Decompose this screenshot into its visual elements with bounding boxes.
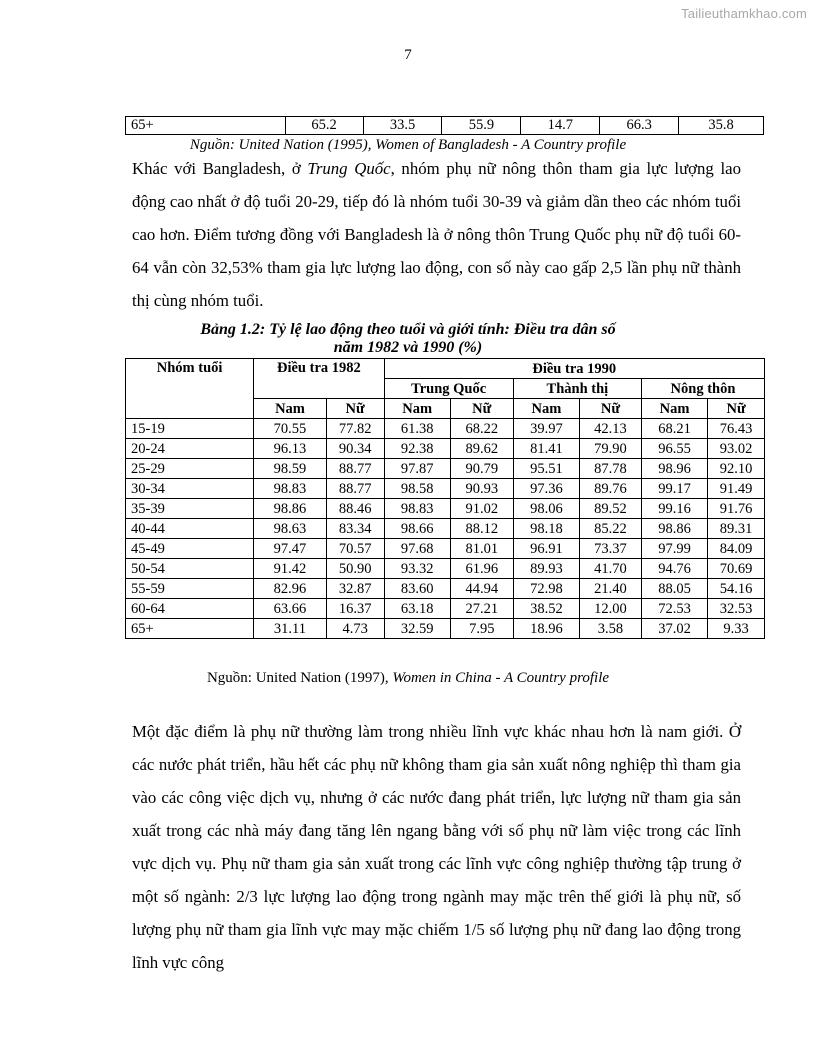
source-note-bangladesh: Nguồn: United Nation (1995), Women of Bangladesh - A Country profile bbox=[189, 137, 627, 153]
rate-cell: 98.96 bbox=[641, 459, 707, 479]
column-header-rural: Nông thôn bbox=[641, 379, 764, 399]
column-header-female: Nữ bbox=[579, 399, 641, 419]
rate-cell: 97.36 bbox=[513, 479, 579, 499]
column-header-female: Nữ bbox=[708, 399, 765, 419]
table-cell: 66.3 bbox=[600, 117, 679, 135]
column-header-female: Nữ bbox=[326, 399, 384, 419]
labor-rate-table bbox=[125, 358, 765, 639]
rate-cell: 88.77 bbox=[326, 479, 384, 499]
rate-cell: 96.55 bbox=[641, 439, 707, 459]
rate-cell: 77.82 bbox=[326, 419, 384, 439]
rate-cell: 32.87 bbox=[326, 579, 384, 599]
age-group-cell: 60-64 bbox=[126, 599, 254, 619]
rate-cell: 32.53 bbox=[708, 599, 765, 619]
rate-cell: 54.16 bbox=[708, 579, 765, 599]
rate-cell: 98.83 bbox=[254, 479, 327, 499]
rate-cell: 90.93 bbox=[450, 479, 513, 499]
table-row bbox=[126, 559, 765, 579]
rate-cell: 38.52 bbox=[513, 599, 579, 619]
table-cell: 55.9 bbox=[442, 117, 521, 135]
rate-cell: 50.90 bbox=[326, 559, 384, 579]
table-row bbox=[126, 117, 764, 135]
rate-cell: 70.55 bbox=[254, 419, 327, 439]
rate-cell: 41.70 bbox=[579, 559, 641, 579]
rate-cell: 98.59 bbox=[254, 459, 327, 479]
rate-cell: 97.99 bbox=[641, 539, 707, 559]
age-group-cell: 40-44 bbox=[126, 519, 254, 539]
rate-cell: 63.66 bbox=[254, 599, 327, 619]
age-group-cell: 65+ bbox=[126, 619, 254, 639]
rate-cell: 89.76 bbox=[579, 479, 641, 499]
table-title bbox=[0, 321, 816, 357]
table-row bbox=[126, 519, 765, 539]
rate-cell: 68.21 bbox=[641, 419, 707, 439]
rate-cell: 97.87 bbox=[384, 459, 450, 479]
rate-cell: 96.91 bbox=[513, 539, 579, 559]
rate-cell: 70.57 bbox=[326, 539, 384, 559]
table-row bbox=[126, 419, 765, 439]
column-header-male: Nam bbox=[254, 399, 327, 419]
age-group-cell: 50-54 bbox=[126, 559, 254, 579]
rate-cell: 31.11 bbox=[254, 619, 327, 639]
rate-cell: 32.59 bbox=[384, 619, 450, 639]
table-row bbox=[126, 479, 765, 499]
rate-cell: 98.58 bbox=[384, 479, 450, 499]
rate-cell: 89.93 bbox=[513, 559, 579, 579]
paragraph-emphasis: Trung Quốc bbox=[307, 159, 391, 178]
rate-cell: 98.86 bbox=[254, 499, 327, 519]
age-group-cell: 20-24 bbox=[126, 439, 254, 459]
column-header-male: Nam bbox=[513, 399, 579, 419]
age-group-cell: 30-34 bbox=[126, 479, 254, 499]
rate-cell: 89.31 bbox=[708, 519, 765, 539]
rate-cell: 72.98 bbox=[513, 579, 579, 599]
rate-cell: 16.37 bbox=[326, 599, 384, 619]
rate-cell: 21.40 bbox=[579, 579, 641, 599]
rate-cell: 97.68 bbox=[384, 539, 450, 559]
rate-cell: 61.96 bbox=[450, 559, 513, 579]
rate-cell: 93.02 bbox=[708, 439, 765, 459]
rate-cell: 12.00 bbox=[579, 599, 641, 619]
rate-cell: 4.73 bbox=[326, 619, 384, 639]
rate-cell: 42.13 bbox=[579, 419, 641, 439]
source-text: Nguồn: United Nation (1997), bbox=[206, 670, 393, 686]
rate-cell: 68.22 bbox=[450, 419, 513, 439]
rate-cell: 44.94 bbox=[450, 579, 513, 599]
table-cell: 65+ bbox=[126, 117, 286, 135]
table-row bbox=[126, 619, 765, 639]
paragraph-china-intro bbox=[132, 152, 741, 317]
watermark: Tailieuthamkhao.com bbox=[681, 6, 807, 21]
paragraph-text: , nhóm phụ nữ nông thôn tham gia lực lượng lao động cao nhất ở độ tuổi 20-29, tiếp đó là nhóm tuổi 30-39 và giảm dần theo các nhóm tuổi cao hơn. Điểm tương đồng với Bangladesh là ở nông thôn Trung Quốc phụ nữ độ tuổi 60-64 vẫn còn 32,53% tham gia lực lượng lao động, con số này cao gấp 2,5 lần phụ nữ thành thị cùng nhóm tuổi. bbox=[132, 159, 741, 310]
paragraph-text: Khác với Bangladesh, ở bbox=[132, 159, 308, 178]
rate-cell: 98.86 bbox=[641, 519, 707, 539]
age-group-cell: 45-49 bbox=[126, 539, 254, 559]
rate-cell: 85.22 bbox=[579, 519, 641, 539]
table-row bbox=[126, 539, 765, 559]
table-header-row bbox=[126, 359, 765, 379]
rate-cell: 81.01 bbox=[450, 539, 513, 559]
age-group-cell: 55-59 bbox=[126, 579, 254, 599]
rate-cell: 93.32 bbox=[384, 559, 450, 579]
rate-cell: 91.02 bbox=[450, 499, 513, 519]
bangladesh-table-tail bbox=[125, 116, 764, 135]
rate-cell: 90.79 bbox=[450, 459, 513, 479]
rate-cell: 91.42 bbox=[254, 559, 327, 579]
rate-cell: 9.33 bbox=[708, 619, 765, 639]
source-note-china bbox=[0, 669, 816, 687]
rate-cell: 7.95 bbox=[450, 619, 513, 639]
rate-cell: 81.41 bbox=[513, 439, 579, 459]
rate-cell: 98.63 bbox=[254, 519, 327, 539]
rate-cell: 99.17 bbox=[641, 479, 707, 499]
rate-cell: 73.37 bbox=[579, 539, 641, 559]
table-row bbox=[126, 579, 765, 599]
rate-cell: 76.43 bbox=[708, 419, 765, 439]
rate-cell: 97.47 bbox=[254, 539, 327, 559]
column-header-china: Trung Quốc bbox=[384, 379, 513, 399]
column-header-female: Nữ bbox=[450, 399, 513, 419]
age-group-cell: 15-19 bbox=[126, 419, 254, 439]
rate-cell: 96.13 bbox=[254, 439, 327, 459]
rate-cell: 82.96 bbox=[254, 579, 327, 599]
rate-cell: 91.49 bbox=[708, 479, 765, 499]
table-cell: 33.5 bbox=[363, 117, 442, 135]
rate-cell: 3.58 bbox=[579, 619, 641, 639]
page-number: 7 bbox=[404, 47, 412, 63]
table-cell: 65.2 bbox=[285, 117, 363, 135]
rate-cell: 90.34 bbox=[326, 439, 384, 459]
rate-cell: 88.05 bbox=[641, 579, 707, 599]
rate-cell: 98.66 bbox=[384, 519, 450, 539]
table-row bbox=[126, 599, 765, 619]
rate-cell: 79.90 bbox=[579, 439, 641, 459]
rate-cell: 95.51 bbox=[513, 459, 579, 479]
rate-cell: 83.34 bbox=[326, 519, 384, 539]
paragraph-women-sectors: Một đặc điểm là phụ nữ thường làm trong nhiều lĩnh vực khác nhau hơn là nam giới. Ở các nước phát triển, hầu hết các phụ nữ không tham gia sản xuất nông nghiệp thì tham gia vào các công việc dịch vụ, nhưng ở các nước đang phát triển, lực lượng nữ tham gia sản xuất trong các nhà máy đang tăng lên ngang bằng với số phụ nữ làm việc trong các lĩnh vực dịch vụ. Phụ nữ tham gia sản xuất trong các lĩnh vực công nghiệp thường tập trung ở một số ngành: 2/3 lực lượng lao động trong ngành may mặc trên thế giới là phụ nữ, số lượng phụ nữ tham gia lĩnh vực may mặc chiếm 1/5 số lượng phụ nữ đang lao động trong lĩnh vực công bbox=[132, 722, 741, 972]
rate-cell: 18.96 bbox=[513, 619, 579, 639]
table-row bbox=[126, 439, 765, 459]
rate-cell: 89.52 bbox=[579, 499, 641, 519]
rate-cell: 99.16 bbox=[641, 499, 707, 519]
rate-cell: 88.46 bbox=[326, 499, 384, 519]
age-group-cell: 35-39 bbox=[126, 499, 254, 519]
table-row bbox=[126, 459, 765, 479]
source-title: Women in China - A Country profile bbox=[392, 670, 610, 686]
rate-cell: 39.97 bbox=[513, 419, 579, 439]
rate-cell: 63.18 bbox=[384, 599, 450, 619]
rate-cell: 88.12 bbox=[450, 519, 513, 539]
rate-cell: 70.69 bbox=[708, 559, 765, 579]
column-header-male: Nam bbox=[641, 399, 707, 419]
column-header-urban: Thành thị bbox=[513, 379, 641, 399]
rate-cell: 89.62 bbox=[450, 439, 513, 459]
rate-cell: 88.77 bbox=[326, 459, 384, 479]
rate-cell: 92.38 bbox=[384, 439, 450, 459]
column-header-age-group: Nhóm tuổi bbox=[126, 359, 254, 419]
table-cell: 35.8 bbox=[679, 117, 764, 135]
rate-cell: 83.60 bbox=[384, 579, 450, 599]
table-cell: 14.7 bbox=[521, 117, 600, 135]
rate-cell: 61.38 bbox=[384, 419, 450, 439]
rate-cell: 72.53 bbox=[641, 599, 707, 619]
rate-cell: 27.21 bbox=[450, 599, 513, 619]
column-header-census-1990: Điều tra 1990 bbox=[384, 359, 764, 379]
rate-cell: 87.78 bbox=[579, 459, 641, 479]
rate-cell: 84.09 bbox=[708, 539, 765, 559]
column-header-census-1982: Điều tra 1982 bbox=[254, 359, 384, 399]
rate-cell: 98.83 bbox=[384, 499, 450, 519]
rate-cell: 92.10 bbox=[708, 459, 765, 479]
rate-cell: 94.76 bbox=[641, 559, 707, 579]
column-header-male: Nam bbox=[384, 399, 450, 419]
rate-cell: 98.18 bbox=[513, 519, 579, 539]
table-title-line: Bảng 1.2: Tỷ lệ lao động theo tuổi và giới tính: Điều tra dân số bbox=[200, 321, 616, 338]
rate-cell: 91.76 bbox=[708, 499, 765, 519]
table-title-line: năm 1982 và 1990 (%) bbox=[333, 339, 483, 356]
table-row bbox=[126, 499, 765, 519]
age-group-cell: 25-29 bbox=[126, 459, 254, 479]
rate-cell: 37.02 bbox=[641, 619, 707, 639]
rate-cell: 98.06 bbox=[513, 499, 579, 519]
